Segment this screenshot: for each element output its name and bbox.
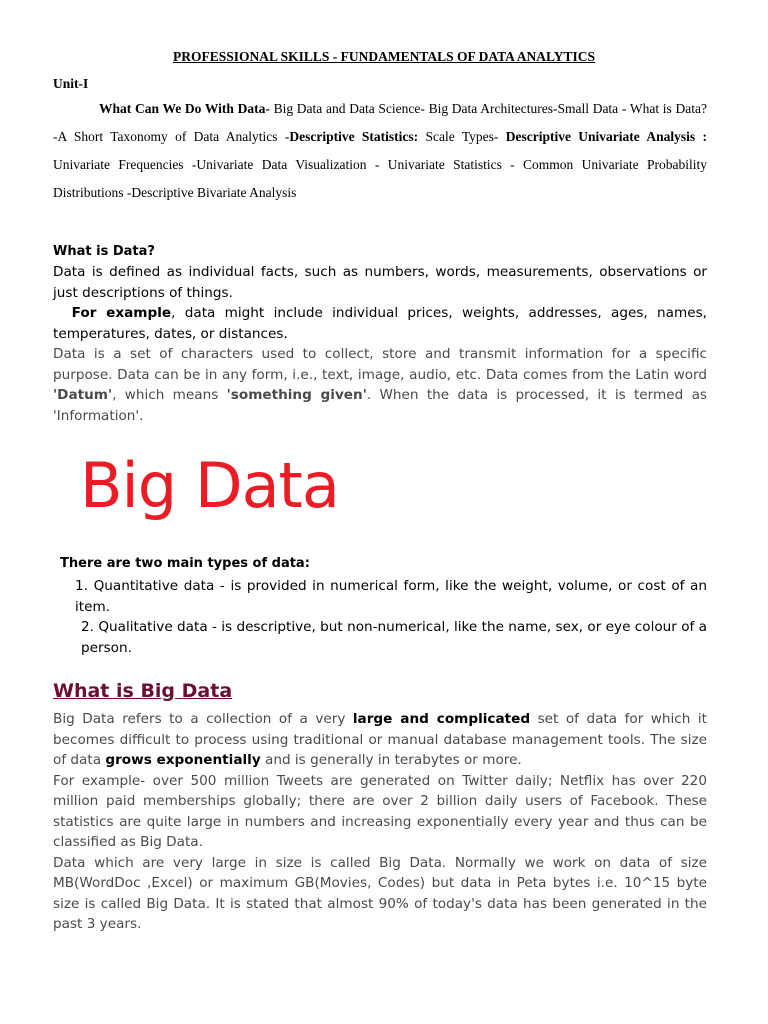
example-text: , data might include individual prices, weights, addresses, ages, names, temperatures, dates, or distances.: [53, 305, 708, 342]
data-types-intro: There are two main types of data:: [60, 556, 310, 571]
big-data-banner: Big Data: [80, 449, 339, 522]
example-label: For example: [71, 305, 172, 321]
data-definition: Data is defined as individual facts, such as numbers, words, measurements, observations or just descriptions of things.: [53, 264, 707, 301]
large-complicated-term: large and complicated: [352, 711, 531, 727]
data-description-paragraph: [53, 344, 707, 426]
paragraph-text: and is generally in terabytes or more.: [260, 752, 522, 768]
syllabus-topic-bold: What Can We Do With Data-: [99, 101, 270, 116]
datum-term: 'Datum': [53, 387, 113, 403]
list-item: 1. Quantitative data - is provided in numerical form, like the weight, volume, or cost of an item.: [75, 578, 707, 615]
description-text: , which means: [112, 387, 227, 403]
big-data-paragraph-1: [53, 709, 707, 771]
something-given-term: 'something given': [226, 387, 367, 403]
what-is-big-data-heading: What is Big Data: [53, 680, 233, 702]
what-is-data-heading: What is Data?: [53, 244, 155, 259]
description-text: Data is a set of characters used to collect, store and transmit information for a specific purpose. Data can be in any form, i.e., text, image, audio, etc. Data comes from the Latin word: [53, 346, 707, 383]
syllabus-topic-text: Univariate Frequencies -Univariate Data Visualization - Univariate Statistics - Common Univariate Probability Distributions -Descriptive Bivariate Analysis: [53, 157, 707, 200]
paragraph-text: Big Data refers to a collection of a very: [53, 711, 353, 727]
syllabus-paragraph: [53, 95, 707, 207]
big-data-paragraph-3: Data which are very large in size is called Big Data. Normally we work on data of size MB(WordDoc ,Excel) or maximum GB(Movies, Codes) but data in Peta bytes i.e. 10^15 byte size is called Big Data. It is stated that almost 90% of today's data has been generated in the past 3 years.: [53, 854, 707, 932]
syllabus-topic-bold: Descriptive Statistics:: [289, 129, 419, 144]
syllabus-topic-text: Scale Types-: [418, 129, 506, 144]
paragraph-text: set of data for which it becomes difficult to process using traditional or manual database management tools. The size of data: [53, 711, 707, 768]
data-example-paragraph: [53, 303, 707, 344]
syllabus-topic-bold: Descriptive Univariate Analysis :: [505, 129, 707, 144]
data-types-list: [75, 576, 707, 658]
grows-exponentially-term: grows exponentially: [105, 752, 261, 768]
big-data-description: [53, 709, 707, 935]
document-title: PROFESSIONAL SKILLS - FUNDAMENTALS OF DATA ANALYTICS: [172, 49, 596, 64]
unit-label: Unit-I: [53, 76, 89, 91]
list-item: 2. Qualitative data - is descriptive, but non-numerical, like the name, sex, or eye colour of a person.: [81, 619, 707, 656]
syllabus-topic-text: Big Data and Data Science- Big Data Architectures-Small Data - What is Data? -A Short Taxonomy of Data Analytics -: [53, 101, 708, 144]
description-text: . When the data is processed, it is termed as 'Information'.: [53, 387, 707, 424]
big-data-paragraph-2: For example- over 500 million Tweets are generated on Twitter daily; Netflix has over 220 million paid memberships globally; there are over 2 billion daily users of Facebook. These statistics are quite large in numbers and increasing exponentially every year and thus can be classified as Big Data.: [53, 772, 707, 850]
